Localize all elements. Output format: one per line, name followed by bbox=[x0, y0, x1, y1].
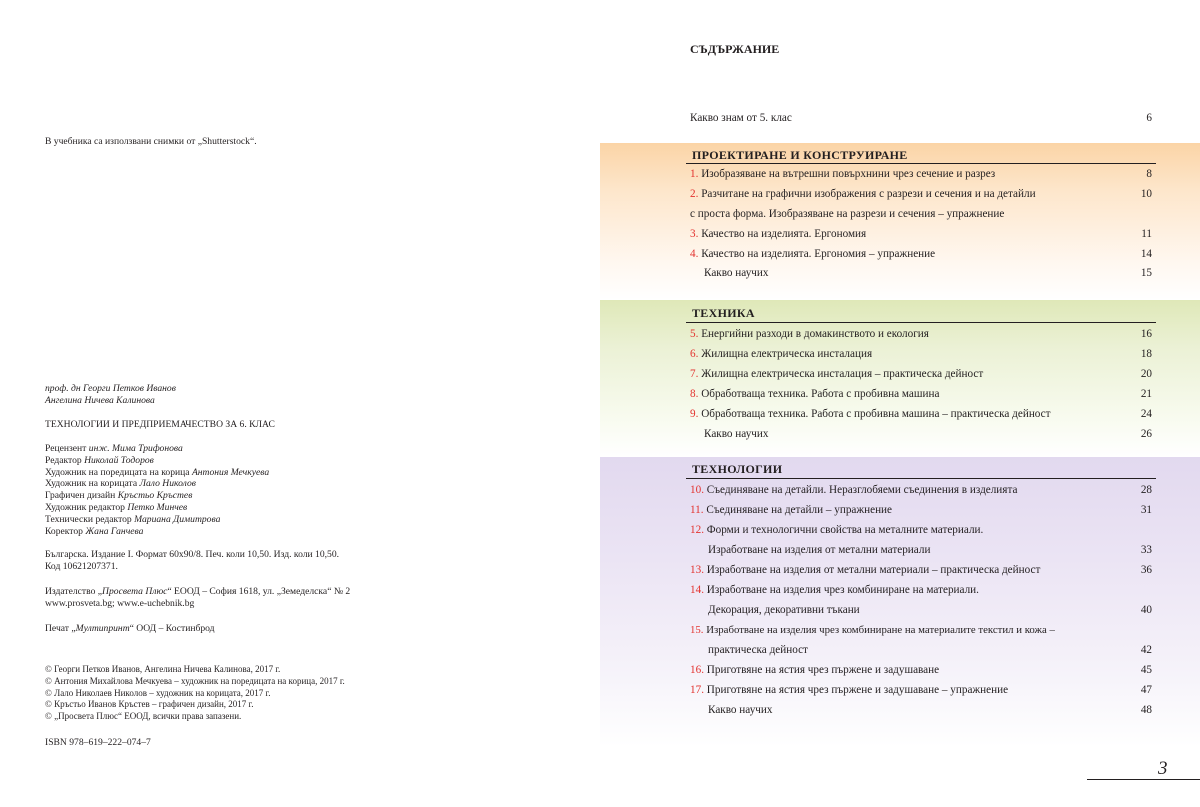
toc-row[interactable]: 14. Изработване на изделия чрез комбиниране на материали. bbox=[690, 584, 979, 596]
toc-row[interactable]: 5. Енергийни разходи в домакинството и екология 16 bbox=[690, 328, 1152, 340]
toc-row[interactable]: 9. Обработваща техника. Работа с пробивна машина – практическа дейност 24 bbox=[690, 408, 1152, 420]
toc-row[interactable]: 11. Съединяване на детайли – упражнение 31 bbox=[690, 504, 1152, 516]
publisher-line: Издателство „Просвета Плюс“ ЕООД – София 1618, ул. „Земеделска“ № 2 bbox=[45, 586, 351, 597]
toc-row[interactable]: 10. Съединяване на детайли. Неразглобяеми съединения в изделията 28 bbox=[690, 484, 1152, 496]
toc-row-summary[interactable]: Какво научих 15 bbox=[704, 267, 1152, 279]
page-number: 3 bbox=[1158, 758, 1168, 779]
code-line: Код 10621207371. bbox=[45, 560, 118, 572]
edition-block bbox=[45, 549, 339, 573]
copyright-line: © „Просвета Плюс“ ЕООД, всички права запазени. bbox=[45, 711, 242, 722]
toc-row[interactable]: 15. Изработване на изделия чрез комбиниране на материалите текстил и кожа – bbox=[690, 624, 1055, 636]
section-title-technics: ТЕХНИКА bbox=[692, 306, 755, 320]
author-line: проф. дн Георги Петков Иванов bbox=[45, 383, 176, 394]
copyright-line: © Кръстьо Иванов Кръстев – графичен дизайн, 2017 г. bbox=[45, 699, 254, 710]
toc-row-intro[interactable] bbox=[690, 110, 1152, 126]
toc-entry-text: Какво знам от 5. клас bbox=[690, 112, 792, 124]
printer-line: Печат „Мултипринт“ ООД – Костинброд bbox=[45, 623, 215, 634]
toc-row[interactable]: 12. Форми и технологични свойства на металните материали. bbox=[690, 524, 984, 536]
edition-line: Българска. Издание I. Формат 60x90/8. Печ. коли 10,50. Изд. коли 10,50. bbox=[45, 549, 340, 560]
authors-block bbox=[45, 383, 176, 407]
toc-row[interactable]: с проста форма. Изобразяване на разрези и сечения – упражнение bbox=[690, 208, 1005, 220]
toc-row[interactable]: 2. Разчитане на графични изображения с разрези и сечения и на детайли 10 bbox=[690, 188, 1152, 200]
book-title: ТЕХНОЛОГИИ И ПРЕДПРИЕМАЧЕСТВО ЗА 6. КЛАС bbox=[45, 419, 275, 430]
staff-line: Графичен дизайн Кръстьо Кръстев bbox=[45, 490, 193, 502]
copyright-line: © Георги Петков Иванов, Ангелина Ничева Калинова, 2017 г. bbox=[45, 664, 281, 674]
staff-line: Редактор Николай Тодоров bbox=[45, 454, 154, 466]
toc-row[interactable]: практическа дейност 42 bbox=[708, 644, 1152, 656]
toc-row[interactable]: Изработване на изделия от метални материали 33 bbox=[708, 544, 1152, 556]
section-divider bbox=[686, 163, 1156, 164]
toc-row[interactable]: 17. Приготвяне на ястия чрез пържене и задушаване – упражнение 47 bbox=[690, 684, 1152, 696]
staff-list bbox=[45, 443, 269, 537]
staff-line: Художник редактор Петко Минчев bbox=[45, 501, 188, 513]
toc-row[interactable]: Декорация, декоративни тъкани 40 bbox=[708, 604, 1152, 616]
web-line: www.prosveta.bg; www.e-uchebnik.bg bbox=[45, 597, 195, 609]
section-title-technologies: ТЕХНОЛОГИИ bbox=[692, 462, 783, 476]
toc-row[interactable]: 6. Жилищна електрическа инсталация 18 bbox=[690, 348, 1152, 360]
staff-line: Технически редактор Мариана Димитрова bbox=[45, 513, 221, 525]
author-line: Ангелина Ничева Калинова bbox=[45, 394, 155, 406]
section-title-design: ПРОЕКТИРАНЕ И КОНСТРУИРАНЕ bbox=[692, 148, 908, 162]
footer-rule bbox=[1087, 779, 1200, 780]
toc-row[interactable]: 4. Качество на изделията. Ергономия – упражнение 14 bbox=[690, 248, 1152, 260]
publisher-block bbox=[45, 586, 350, 610]
toc-heading: СЪДЪРЖАНИЕ bbox=[690, 42, 780, 56]
toc-row[interactable]: 13. Изработване на изделия от метални материали – практическа дейност 36 bbox=[690, 564, 1152, 576]
copyright-line: © Лало Николаев Николов – художник на корицата, 2017 г. bbox=[45, 687, 271, 698]
copyright-block bbox=[45, 664, 345, 723]
section-divider bbox=[686, 478, 1156, 479]
staff-line: Коректор Жана Ганчева bbox=[45, 525, 144, 537]
photo-credits-note: В учебника са използвани снимки от „Shutterstock“. bbox=[45, 136, 257, 147]
toc-row[interactable]: 7. Жилищна електрическа инсталация – практическа дейност 20 bbox=[690, 368, 1152, 380]
staff-line: Художник на поредицата на корица Антония Мечкуева bbox=[45, 466, 270, 478]
toc-row[interactable]: 3. Качество на изделията. Ергономия 11 bbox=[690, 228, 1152, 240]
copyright-line: © Антония Михайлова Мечкуева – художник на поредицата на корица, 2017 г. bbox=[45, 675, 345, 686]
toc-row-summary[interactable]: Какво научих 26 bbox=[704, 428, 1152, 440]
toc-row[interactable]: 1. Изобразяване на вътрешни повърхнини чрез сечение и разрез 8 bbox=[690, 168, 1152, 180]
section-divider bbox=[686, 322, 1156, 323]
staff-line: Рецензент инж. Мима Трифонова bbox=[45, 443, 183, 454]
toc-row-summary[interactable]: Какво научих 48 bbox=[708, 704, 1152, 716]
toc-page-number: 6 bbox=[1146, 112, 1152, 124]
toc-row[interactable]: 8. Обработваща техника. Работа с пробивна машина 21 bbox=[690, 388, 1152, 400]
toc-row[interactable]: 16. Приготвяне на ястия чрез пържене и задушаване 45 bbox=[690, 664, 1152, 676]
staff-line: Художник на корицата Лало Николов bbox=[45, 478, 196, 490]
isbn: ISBN 978–619–222–074–7 bbox=[45, 737, 151, 748]
